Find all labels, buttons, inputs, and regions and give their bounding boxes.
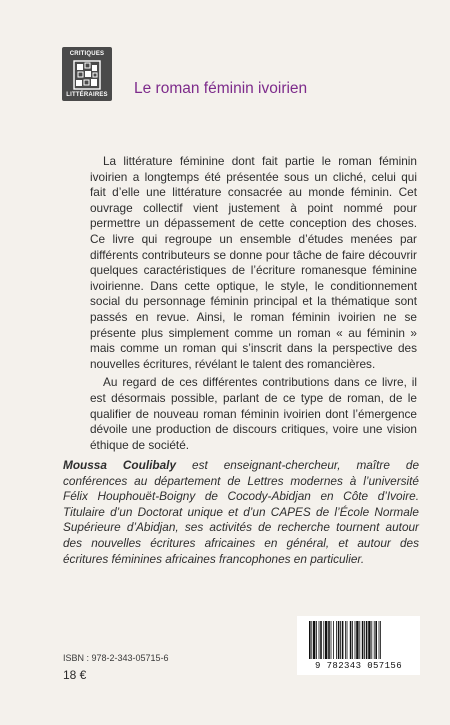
isbn: ISBN : 978-2-343-05715-6 bbox=[63, 653, 169, 663]
series-name-line2: LITTÉRAIRES bbox=[66, 92, 108, 98]
blurb-paragraph-1: La littérature féminine dont fait partie le roman féminin ivoirien a longtemps été présentée sous un cliché, celui qui fait d’elle une littérature consacrée au monde féminin. Cet ouvrage collectif vient justement à point nommé pour permettre un dépassement de cette conception des choses. Ce livre qui regroupe un ensemble d’études menées par différents contributeurs se donne pour tâche de faire découvrir quelques caractéristiques de l’écriture romanesque féminine ivoirienne. Dans cette optique, le style, le conditionnement social du personnage féminin principal et la thématique sont passés en revue. Ainsi, le roman féminin ivoirien ne se présente plus simplement comme un roman « au féminin » mais comme un roman qui s’inscrit dans la perspective des nouvelles écritures, révélant le talent des romancières. bbox=[90, 154, 417, 371]
author-bio bbox=[63, 458, 419, 567]
price: 18 € bbox=[63, 668, 87, 682]
book-title: Le roman féminin ivoirien bbox=[134, 80, 308, 97]
author-name: Moussa Coulibaly bbox=[63, 458, 177, 472]
author-bio-text: est enseignant-chercheur, maître de conférences au département de Lettres modernes à l’université Félix Houphouët-Boigny de Cocody-Abidjan en Côte d’Ivoire. Titulaire d’un Doctorat unique et d’un CAPES de l’École Normale Supérieure d’Abidjan, ses activités de recherche tournent autour des nouvelles écritures africaines en général, et autour des écritures féminines africaines francophones en particulier. bbox=[63, 458, 420, 566]
blurb bbox=[90, 154, 417, 453]
barcode bbox=[297, 616, 420, 675]
typewriter-letters-icon bbox=[73, 60, 101, 90]
barcode-bars bbox=[308, 621, 409, 661]
series-name-line1: CRITIQUES bbox=[69, 51, 105, 57]
series-logo bbox=[62, 47, 112, 101]
blurb-paragraph-2: Au regard de ces différentes contributions dans ce livre, il est désormais possible, parlant de ce type de roman, de le qualifier de nouveau roman féminin ivoirien dont l’émergence dévoile une production de discours critiques, voire une vision éthique de société. bbox=[90, 375, 417, 452]
barcode-digits: 9 782343 057156 bbox=[314, 661, 402, 671]
